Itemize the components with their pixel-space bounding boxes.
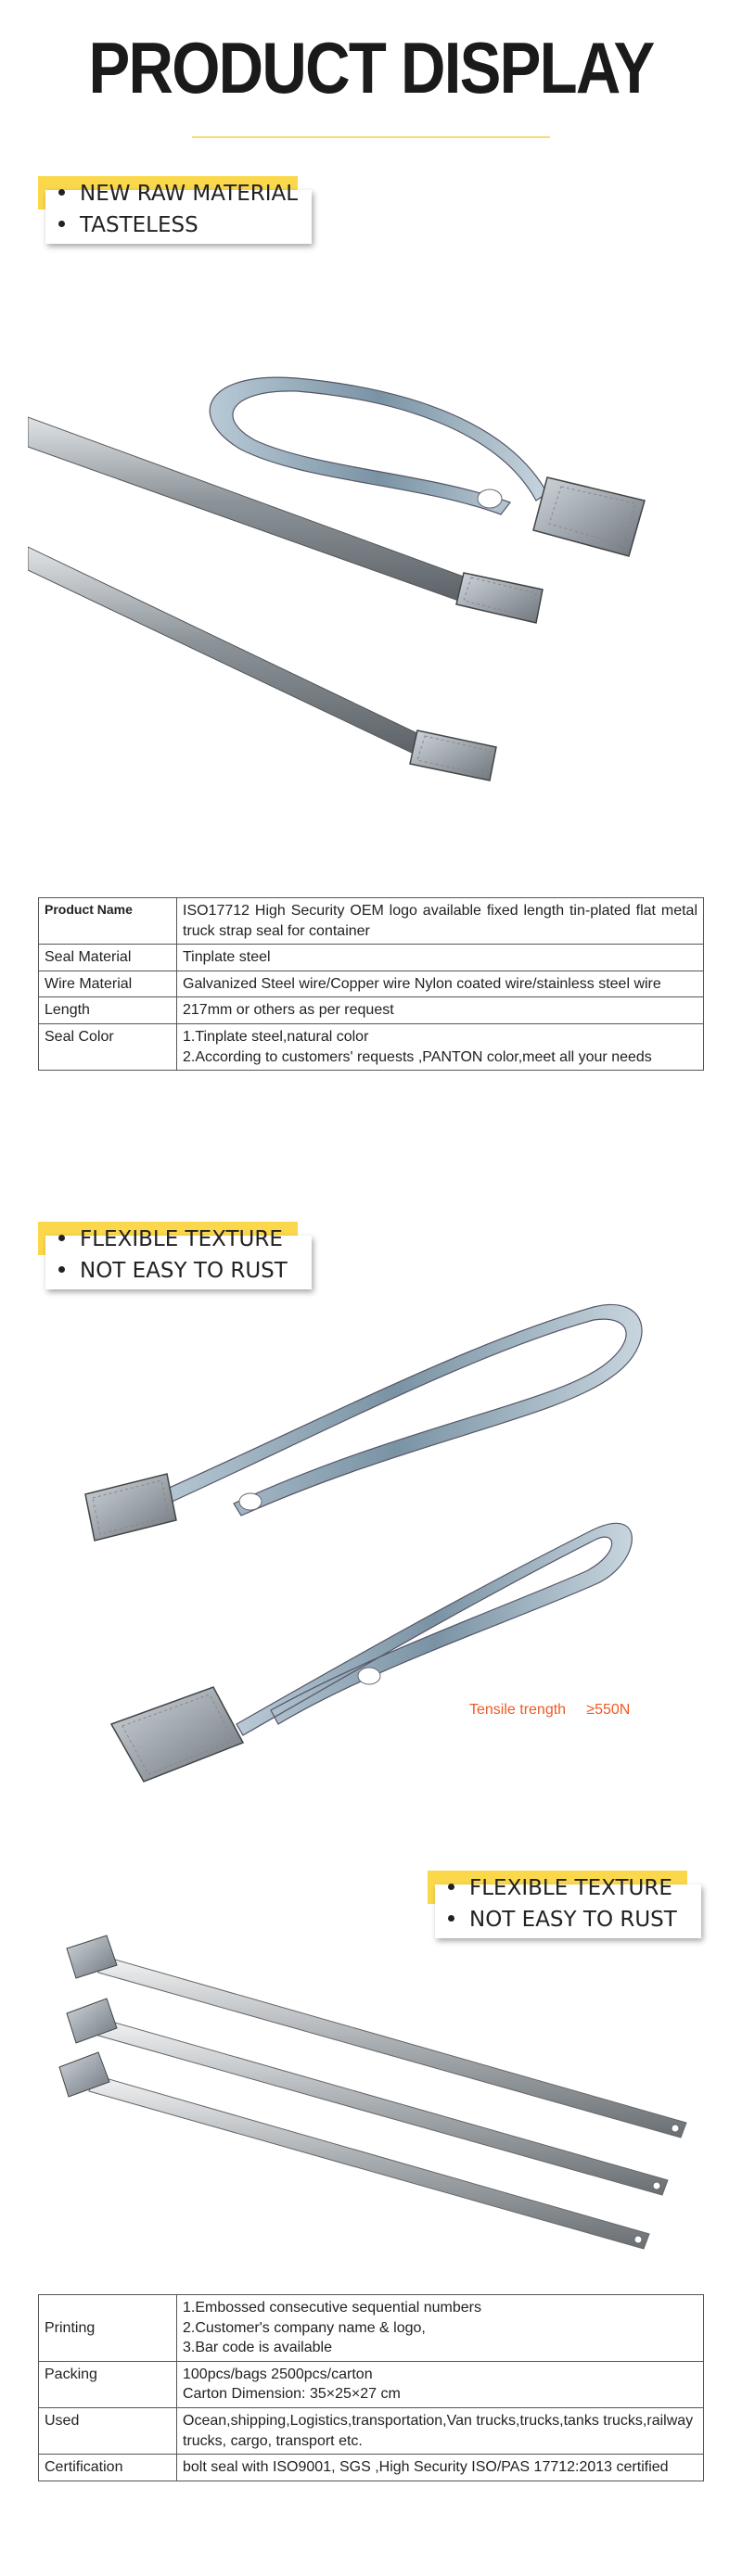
table-row xyxy=(39,898,704,945)
table-key: Packing xyxy=(39,2361,177,2407)
table-key: Wire Material xyxy=(39,971,177,997)
tag-line-1: NEW RAW MATERIAL xyxy=(58,182,298,206)
value-line: 3.Bar code is available xyxy=(183,2340,332,2356)
table-row xyxy=(39,945,704,971)
table-key: Printing xyxy=(39,2295,177,2362)
table-value: ISO17712 High Security OEM logo available fixed length tin-plated flat metal truck strap seal for container xyxy=(177,898,704,945)
table-row xyxy=(39,2361,704,2407)
bullet-icon xyxy=(58,1235,65,1241)
tag-line-2: TASTELESS xyxy=(58,213,198,237)
table-key: Seal Color xyxy=(39,1023,177,1070)
table-row xyxy=(39,2295,704,2362)
bullet-icon xyxy=(448,1884,454,1890)
feature-tag-1 xyxy=(38,176,312,245)
table-key: Certification xyxy=(39,2455,177,2481)
tag-line-2: NOT EASY TO RUST xyxy=(58,1259,288,1283)
page-title: PRODUCT DISPLAY xyxy=(88,27,654,108)
tag-line-1: FLEXIBLE TEXTURE xyxy=(448,1876,672,1900)
table-row xyxy=(39,997,704,1024)
table-key: Length xyxy=(39,997,177,1024)
bullet-icon xyxy=(58,1266,65,1273)
tensile-label: Tensile trength xyxy=(469,1702,567,1718)
value-line: Carton Dimension: 35×25×27 cm xyxy=(183,2386,401,2403)
table-value xyxy=(177,1023,704,1070)
tensile-value: ≥550N xyxy=(586,1702,631,1718)
bullet-icon xyxy=(448,1915,454,1922)
bullet-icon xyxy=(58,221,65,227)
table-key: Used xyxy=(39,2407,177,2454)
spec-table-1 xyxy=(38,897,704,1071)
table-key: Product Name xyxy=(39,898,177,945)
table-value: Tinplate steel xyxy=(177,945,704,971)
spec-table-2 xyxy=(38,2294,704,2481)
value-line: 100pcs/bags 2500pcs/carton xyxy=(183,2366,373,2382)
table-row xyxy=(39,1023,704,1070)
title-divider xyxy=(192,136,550,138)
table-value: bolt seal with ISO9001, SGS ,High Security ISO/PAS 17712:2013 certified xyxy=(177,2455,704,2481)
table-value xyxy=(177,2295,704,2362)
value-line: 2.According to customers' requests ,PANTON color,meet all your needs xyxy=(183,1048,652,1065)
value-line: 2.Customer's company name & logo, xyxy=(183,2319,426,2336)
tag-line-2: NOT EASY TO RUST xyxy=(448,1908,677,1932)
table-row xyxy=(39,2407,704,2454)
table-value: Ocean,shipping,Logistics,transportation,Van trucks,trucks,tanks trucks,railway trucks, cargo, transport etc. xyxy=(177,2407,704,2454)
table-value: 217mm or others as per request xyxy=(177,997,704,1024)
table-key: Seal Material xyxy=(39,945,177,971)
table-row xyxy=(39,971,704,997)
table-value: Galvanized Steel wire/Copper wire Nylon coated wire/stainless steel wire xyxy=(177,971,704,997)
value-line: 1.Embossed consecutive sequential numbers xyxy=(183,2300,481,2316)
seal-product-image-3 xyxy=(56,1928,705,2262)
feature-tag-2 xyxy=(38,1222,312,1290)
table-row xyxy=(39,2455,704,2481)
seal-product-image-1 xyxy=(28,287,696,806)
bullet-icon xyxy=(58,189,65,196)
table-value xyxy=(177,2361,704,2407)
value-line: 1.Tinplate steel,natural color xyxy=(183,1028,369,1045)
tensile-strength-label xyxy=(469,1702,630,1719)
tag-line-1: FLEXIBLE TEXTURE xyxy=(58,1227,283,1251)
